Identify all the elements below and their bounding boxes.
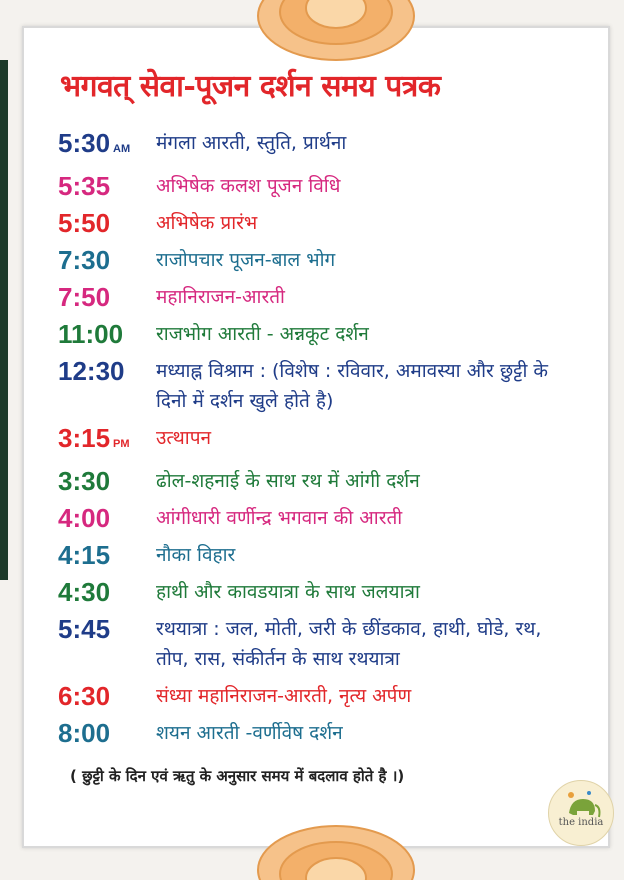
schedule-list xyxy=(58,128,578,755)
schedule-description: मध्याह्न विश्राम : (विशेष : रविवार, अमावस्या और छुट्टी के दिनो में दर्शन खुले होते है) xyxy=(156,360,549,412)
schedule-description: मंगला आरती, स्तुति, प्रार्थना xyxy=(156,132,347,154)
time-value: 7:50 xyxy=(58,282,111,312)
schedule-row xyxy=(58,614,578,674)
schedule-row xyxy=(58,466,578,496)
schedule-time xyxy=(58,319,156,349)
schedule-row xyxy=(58,128,578,164)
schedule-row xyxy=(58,319,578,349)
time-value: 5:30 xyxy=(58,128,111,158)
lotus-top-ornament xyxy=(256,0,416,62)
time-ampm: PM xyxy=(113,438,130,450)
schedule-time xyxy=(58,503,156,533)
schedule-description: अभिषेक कलश पूजन विधि xyxy=(156,175,341,197)
logo-text: the india xyxy=(558,817,604,828)
schedule-row xyxy=(58,245,578,275)
schedule-time xyxy=(58,614,156,644)
schedule-time xyxy=(58,718,156,748)
time-value: 3:30 xyxy=(58,466,111,496)
time-value: 11:00 xyxy=(58,319,124,349)
schedule-time xyxy=(58,171,156,201)
time-value: 8:00 xyxy=(58,718,111,748)
watermark-logo xyxy=(548,780,614,846)
schedule-description: रथयात्रा : जल, मोती, जरी के छींडकाव, हाथी, घोडे, रथ, तोप, रास, संकीर्तन के साथ रथयात्रा xyxy=(156,618,542,670)
schedule-row xyxy=(58,540,578,570)
schedule-description: संध्या महानिराजन-आरती, नृत्य अर्पण xyxy=(156,685,412,707)
schedule-description: शयन आरती -वर्णीवेष दर्शन xyxy=(156,722,343,744)
schedule-description: हाथी और कावडयात्रा के साथ जलयात्रा xyxy=(156,581,420,603)
schedule-time xyxy=(58,356,156,386)
schedule-description: राजभोग आरती - अन्नकूट दर्शन xyxy=(156,323,369,345)
time-value: 7:30 xyxy=(58,245,111,275)
schedule-row xyxy=(58,577,578,607)
time-value: 4:00 xyxy=(58,503,111,533)
schedule-row xyxy=(58,171,578,201)
schedule-time xyxy=(58,208,156,238)
footnote: ( छुट्टी के दिन एवं ऋतु के अनुसार समय में बदलाव होते है ।) xyxy=(70,767,405,785)
page-title: भगवत् सेवा-पूजन दर्शन समय पत्रक xyxy=(60,69,441,104)
schedule-description: ढोल-शहनाई के साथ रथ में आंगी दर्शन xyxy=(156,470,420,492)
schedule-row xyxy=(58,423,578,459)
schedule-time xyxy=(58,577,156,607)
time-value: 5:50 xyxy=(58,208,111,238)
schedule-description: उत्थापन xyxy=(156,427,212,449)
time-value: 5:45 xyxy=(58,614,111,644)
time-value: 3:15 xyxy=(58,423,111,453)
schedule-description: आंगीधारी वर्णीन्द्र भगवान की आरती xyxy=(156,507,403,529)
schedule-row xyxy=(58,718,578,748)
time-value: 6:30 xyxy=(58,681,111,711)
schedule-time xyxy=(58,245,156,275)
schedule-time xyxy=(58,282,156,312)
schedule-description: महानिराजन-आरती xyxy=(156,286,285,308)
time-value: 12:30 xyxy=(58,356,125,386)
schedule-time xyxy=(58,681,156,711)
lotus-bottom-ornament xyxy=(256,816,416,880)
schedule-description: नौका विहार xyxy=(156,544,236,566)
time-value: 4:30 xyxy=(58,577,111,607)
schedule-time xyxy=(58,540,156,570)
schedule-row xyxy=(58,503,578,533)
schedule-row xyxy=(58,681,578,711)
schedule-time xyxy=(58,423,156,459)
schedule-row xyxy=(58,282,578,312)
time-value: 5:35 xyxy=(58,171,111,201)
schedule-description: अभिषेक प्रारंभ xyxy=(156,212,258,234)
time-value: 4:15 xyxy=(58,540,111,570)
schedule-row xyxy=(58,208,578,238)
schedule-description: राजोपचार पूजन-बाल भोग xyxy=(156,249,336,271)
left-edge-strip xyxy=(0,60,8,580)
time-ampm: AM xyxy=(113,143,131,155)
schedule-time xyxy=(58,466,156,496)
schedule-time xyxy=(58,128,156,164)
schedule-row xyxy=(58,356,578,416)
